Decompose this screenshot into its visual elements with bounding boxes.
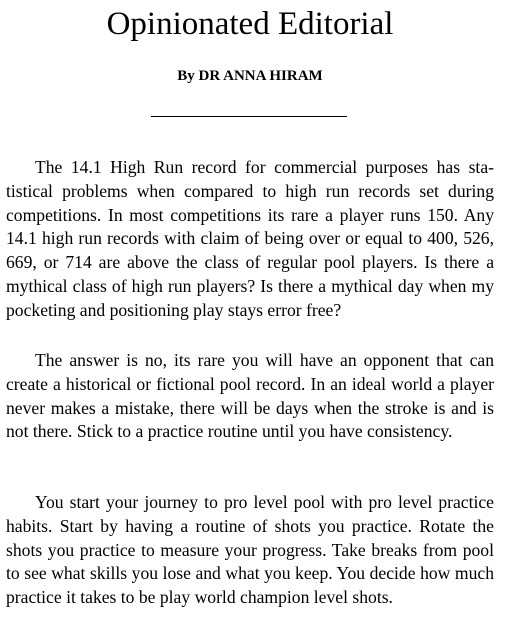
body-paragraph-1: The 14.1 High Run record for commercial purposes has statistical problems when compared to high run records set during competitions. In most competitions its rare a player runs 150. Any 14.1 high run records with claim of being over or equal to 400, 526, 669, or 714 are above the class of regular pool players. Is there a mythical class of high run players? Is there a mythical day when my pocketing and positioning play stays error free? (6, 157, 494, 320)
article-title: Opinionated Editorial (106, 6, 394, 42)
body-paragraph-3: You start your journey to pro level pool with pro level practice habits. Start by having a routine of shots you practice. Rotate the shots you practice to measure your progress. Take breaks from pool to see what skills you lose and what you keep. You decide how much practice it takes to be play world champion level shots. (6, 492, 494, 608)
author-byline: By DR ANNA HIRAM (177, 68, 323, 84)
title-divider (151, 116, 347, 117)
body-paragraph-2: The answer is no, its rare you will have an opponent that can create a historical or fictional pool record. In an ideal world a player never makes a mistake, there will be days when the stroke is and is not there. Stick to a practice routine until you have consistency. (6, 350, 494, 442)
